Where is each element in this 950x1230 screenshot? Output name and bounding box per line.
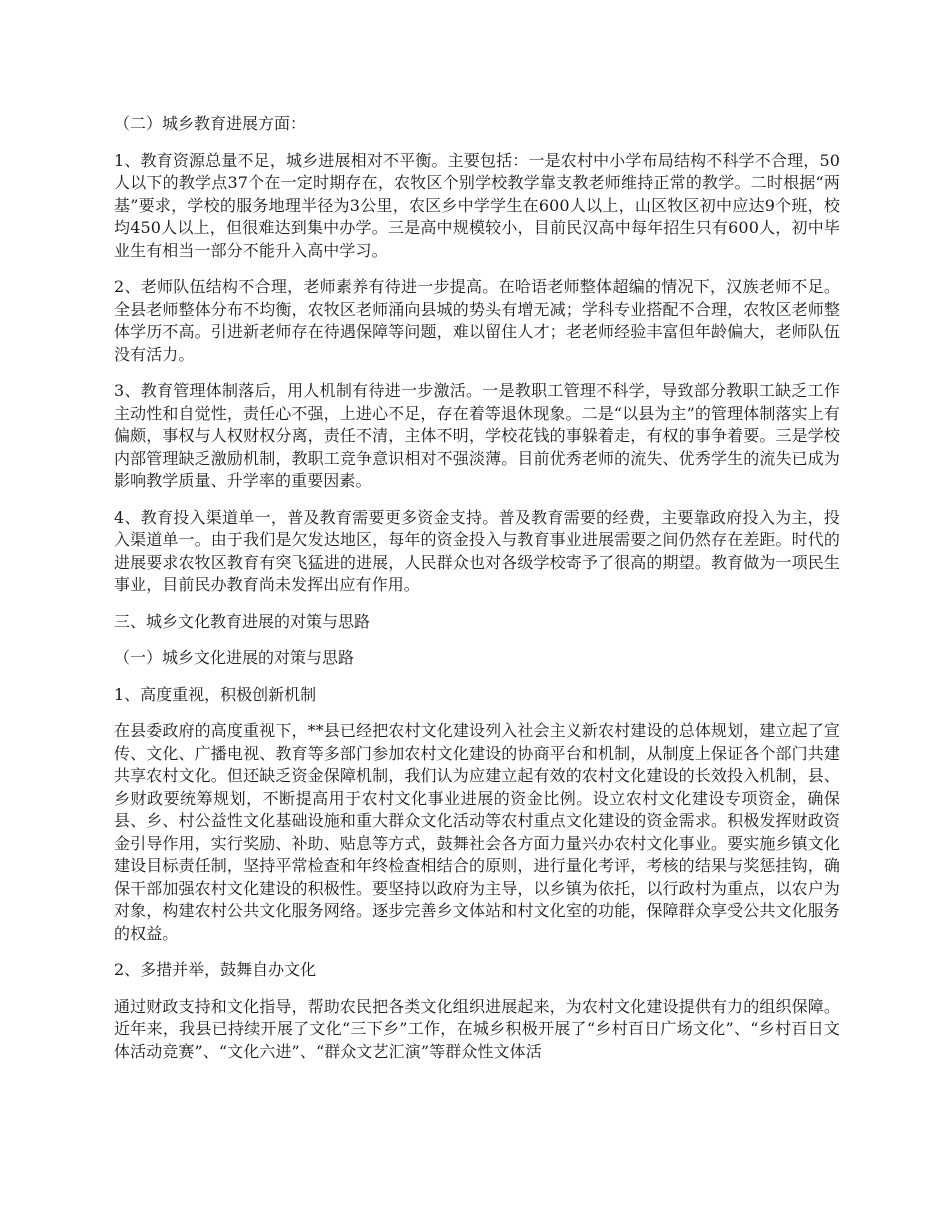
sub-heading-mechanism: 1、高度重视，积极创新机制	[114, 684, 317, 704]
sub-heading-self-run-culture: 2、多措并举，鼓舞自办文化	[114, 960, 317, 979]
paragraph-education-resources: 1、教育资源总量不足，城乡进展相对不平衡。主要包括：一是农村中小学布局结构不科学不合理，50人以下的教学点37个在一定时期存在，农牧区个别学校教学靠支教老师维持正常的教学。二时根据“两基”要求，学校的服务地理半径为3公里，农区乡中学学生在600人以上，山区牧区初中应达9个班，校均450人以上，但很难达到集中办学。三是高中规模较小，目前民汉高中每年招生只有600人，初中毕业生有相当一部分不能升入高中学习。	[114, 150, 840, 260]
document-page	[114, 113, 840, 1218]
section-heading-education: （二）城乡教育进展方面：	[114, 114, 307, 133]
section-heading-countermeasures: 三、城乡文化教育进展的对策与思路	[114, 611, 371, 631]
paragraph-investment-channels: 4、教育投入渠道单一，普及教育需要更多资金支持。普及教育需要的经费，主要靠政府投入为主，投入渠道单一。由于我们是欠发达地区，每年的资金投入与教育事业进展需要之间仍然存在差距。时代的进展要求农牧区教育有突飞猛进的进展，人民群众也对各级学校寄予了很高的期望。教育做为一项民生事业，目前民办教育尚未发挥出应有作用。	[114, 507, 840, 594]
section-heading-culture-countermeasures: （一）城乡文化进展的对策与思路	[114, 648, 355, 667]
paragraph-teacher-team: 2、老师队伍结构不合理，老师素养有待进一步提高。在哈语老师整体超编的情况下，汉族老师不足。全县老师整体分布不均衡，农牧区老师涌向县城的势头有增无减；学科专业搭配不合理，农牧区老师整体学历不高。引进新老师存在待遇保障等问题，难以留住人才；老老师经验丰富但年龄偏大，老师队伍没有活力。	[114, 277, 840, 364]
paragraph-management-system: 3、教育管理体制落后，用人机制有待进一步激活。一是教职工管理不科学，导致部分教职工缺乏工作主动性和自觉性，责任心不强，上进心不足，存在着等退休现象。二是“以县为主”的管理体制落实上有偏颇，事权与人权财权分离，责任不清，主体不明，学校花钱的事躲着走，有权的事争着要。三是学校内部管理缺乏激励机制，教职工竞争意识相对不强淡薄。目前优秀老师的流失、优秀学生的流失已成为影响教学质量、升学率的重要因素。	[114, 381, 840, 490]
paragraph-self-run-culture: 通过财政支持和文化指导，帮助农民把各类文化组织进展起来，为农村文化建设提供有力的组织保障。近年来，我县已持续开展了文化“三下乡”工作，在城乡积极开展了“乡村百日广场文化”、“乡村百日文体活动竞赛”、“文化六进”、“群众文艺汇演”等群众性文体活	[114, 996, 840, 1061]
paragraph-mechanism: 在县委政府的高度重视下，**县已经把农村文化建设列入社会主义新农村建设的总体规划，建立起了宣传、文化、广播电视、教育等多部门参加农村文化建设的协商平台和机制，从制度上保证各个部门共建共享农村文化。但还缺乏资金保障机制，我们认为应建立起有效的农村文化建设的长效投入机制，县、乡财政要统筹规划，不断提高用于农村文化事业进展的资金比例。设立农村文化建设专项资金，确保县、乡、村公益性文化基础设施和重大群众文化活动等农村重点文化建设的资金需求。积极发挥财政资金引导作用，实行奖励、补助、贴息等方式，鼓舞社会各方面力量兴办农村文化事业。要实施乡镇文化建设目标责任制，坚持平常检查和年终检查相结合的原则，进行量化考评，考核的结果与奖惩挂钩，确保干部加强农村文化建设的积极性。要坚持以政府为主导，以乡镇为依托，以行政村为重点，以农户为对象，构建农村公共文化服务网络。逐步完善乡文体站和村文化室的功能，保障群众享受公共文化服务的权益。	[114, 721, 840, 943]
